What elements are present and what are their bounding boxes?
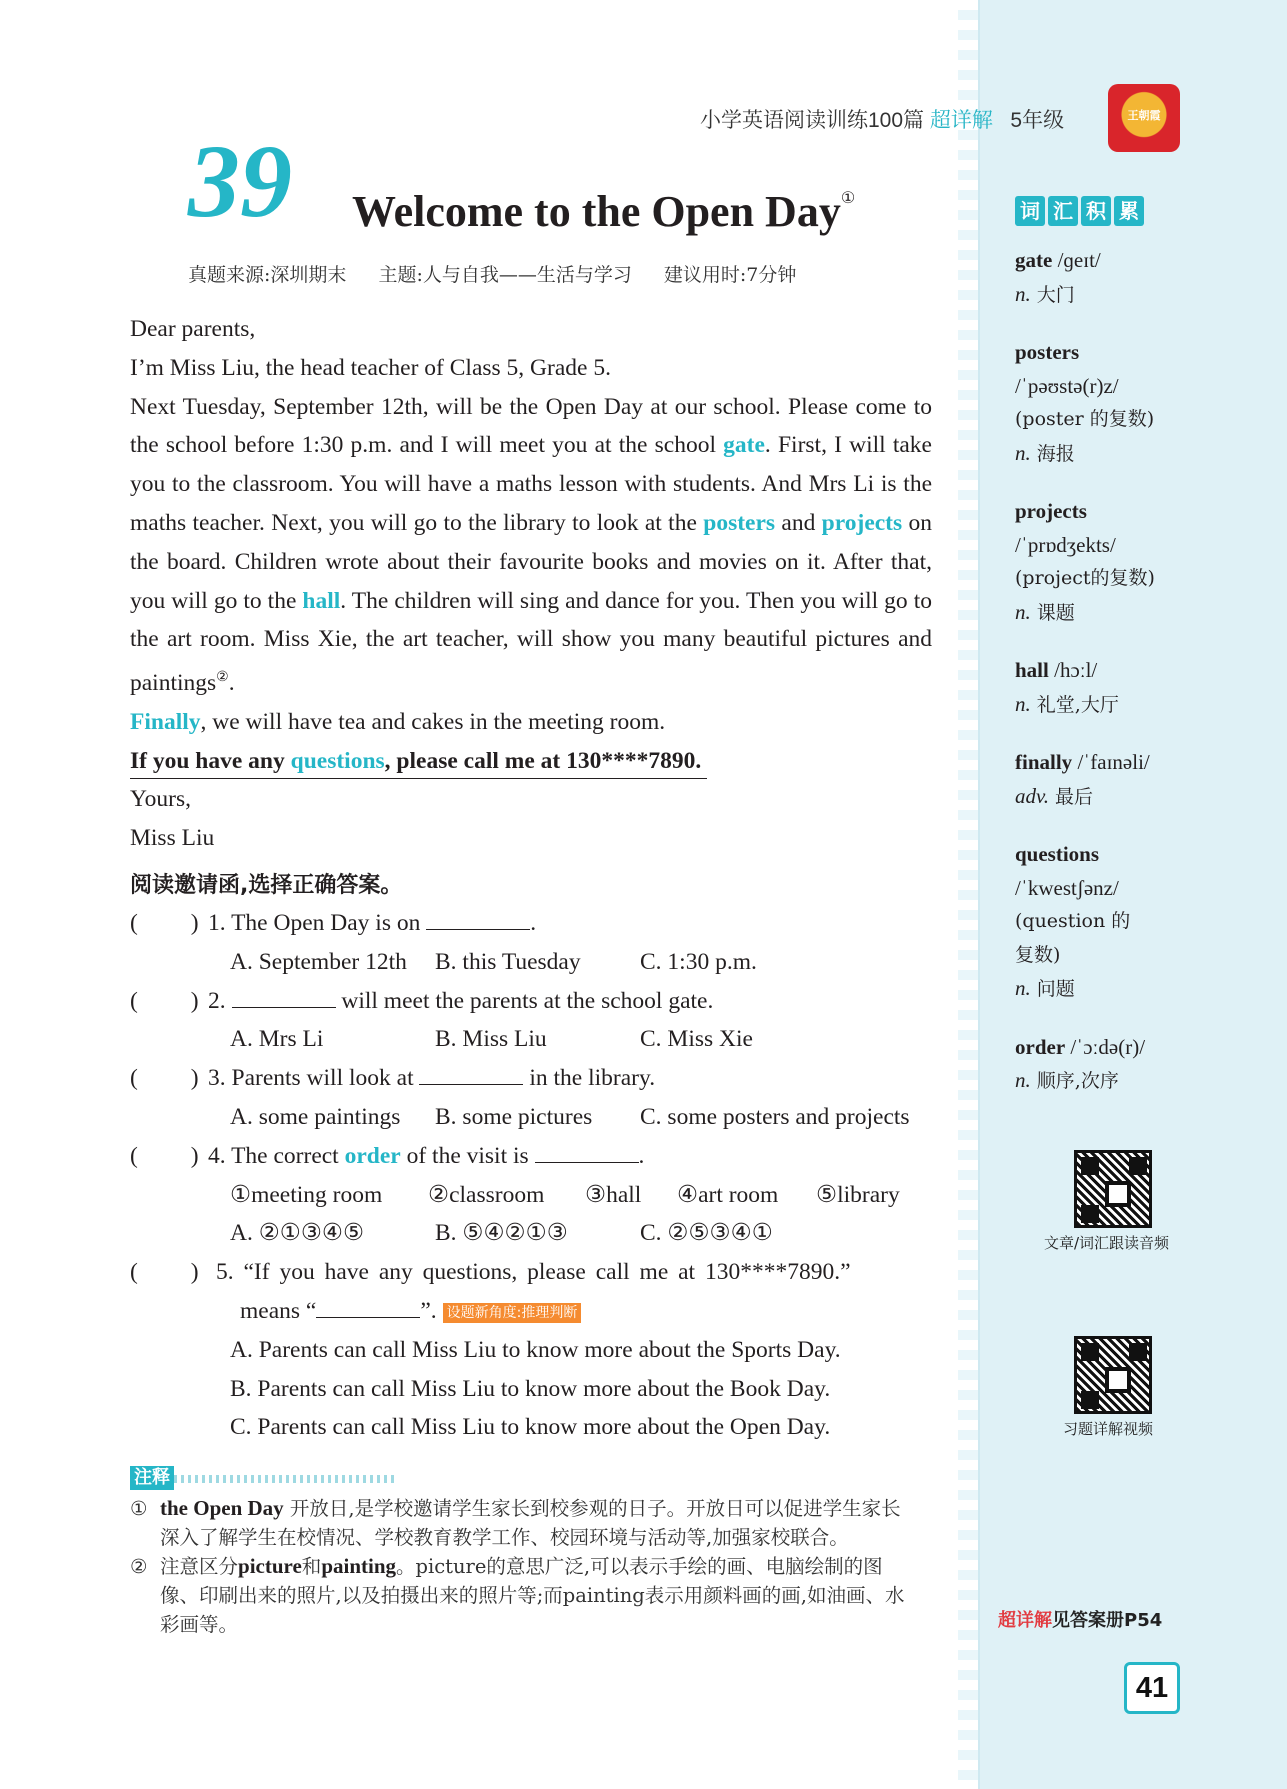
keyword-order: order bbox=[344, 1142, 401, 1169]
q4-place-3: ③hall bbox=[585, 1181, 642, 1208]
q1-option-b[interactable]: B. this Tuesday bbox=[435, 948, 581, 975]
vocab-phonetic: /ˈprɒdʒekts/ bbox=[1015, 532, 1116, 557]
vocab-phonetic: /hɔːl/ bbox=[1048, 658, 1098, 682]
vocab-plural-note: (poster 的复数) bbox=[1015, 408, 1155, 430]
q3-option-c[interactable]: C. some posters and projects bbox=[640, 1103, 910, 1130]
q1-stem: 1. The Open Day is on bbox=[208, 910, 421, 936]
q4-option-a[interactable]: A. ②①③④⑤ bbox=[230, 1220, 365, 1247]
question-5-option-a-row bbox=[130, 1331, 940, 1370]
paren-close: ) bbox=[190, 1142, 199, 1169]
paragraph-2 bbox=[130, 388, 932, 703]
answer-slot-3[interactable] bbox=[130, 1059, 199, 1098]
audio-qr-code-icon[interactable] bbox=[1074, 1150, 1152, 1228]
vocab-phonetic: /ˈpəʊstə(r)z/ bbox=[1015, 373, 1119, 398]
p2-text-f: . bbox=[228, 670, 235, 696]
q4-stem-b: of the visit is bbox=[400, 1142, 529, 1169]
question-3-options bbox=[130, 1098, 940, 1137]
q5-blank bbox=[316, 1294, 420, 1318]
note-1-term: the Open Day bbox=[160, 1496, 284, 1520]
q1-end: . bbox=[530, 910, 537, 936]
q2-option-b[interactable]: B. Miss Liu bbox=[435, 1026, 547, 1053]
q3-option-a[interactable]: A. some paintings bbox=[230, 1103, 401, 1130]
vocab-definition: 问题 bbox=[1030, 978, 1075, 1000]
question-5-means bbox=[130, 1292, 940, 1331]
vocab-pos: n. bbox=[1015, 691, 1031, 716]
vocab-heading-char-4: 累 bbox=[1114, 196, 1144, 226]
sidebar-wave-border bbox=[958, 0, 980, 1789]
question-4-text bbox=[208, 1137, 644, 1176]
answer-reference bbox=[998, 1606, 1162, 1632]
p2-text-b: . First, I will take you to the classroom. You will have a maths lesson with students. And Mrs Li is the maths teacher. Next, you will go to the library to look at the bbox=[130, 432, 932, 536]
question-1-options bbox=[130, 943, 940, 982]
paren-open: ( bbox=[130, 910, 138, 936]
vocab-item-projects bbox=[1015, 495, 1275, 630]
notes-label: 注释 bbox=[130, 1466, 174, 1490]
vocab-item-order bbox=[1015, 1031, 1275, 1099]
keyword-gate: gate bbox=[723, 432, 765, 459]
paragraph-4 bbox=[130, 742, 932, 781]
vocab-pos: n. bbox=[1015, 1068, 1031, 1092]
p4-text-a: If you have any bbox=[130, 747, 291, 774]
q1-blank bbox=[426, 906, 530, 930]
lesson-time: 建议用时:7分钟 bbox=[663, 264, 797, 286]
question-5 bbox=[130, 1253, 940, 1292]
vocab-pos: n. bbox=[1015, 440, 1031, 465]
p3-text: , we will have tea and cakes in the meeting room. bbox=[200, 708, 666, 735]
underlined-sentence bbox=[130, 744, 707, 779]
vocab-word: gate bbox=[1015, 248, 1053, 272]
keyword-finally: Finally bbox=[130, 708, 201, 735]
answer-slot-4[interactable] bbox=[130, 1137, 199, 1176]
vocab-heading-char-3: 积 bbox=[1081, 196, 1111, 226]
lesson-title bbox=[352, 186, 855, 237]
lesson-number: 39 bbox=[188, 124, 292, 239]
p2-text-a: Next Tuesday, September 12th, will be the Open Day at our school. Please come to the school before 1:30 p.m. and I will meet you at the school bbox=[130, 393, 932, 459]
note-2-term-1: picture bbox=[238, 1554, 302, 1578]
question-4-places bbox=[130, 1176, 940, 1215]
vocab-definition: 海报 bbox=[1030, 442, 1075, 465]
q4-end: . bbox=[638, 1142, 645, 1169]
lesson-theme: 主题:人与自我——生活与学习 bbox=[378, 264, 632, 286]
vocab-definition: 课题 bbox=[1030, 601, 1075, 624]
vocab-word: finally bbox=[1015, 750, 1073, 774]
video-qr-label: 习题详解视频 bbox=[1063, 1420, 1154, 1438]
vocab-item-gate bbox=[1015, 244, 1275, 312]
vocab-item-posters bbox=[1015, 336, 1275, 471]
note-2-pre: 注意区分 bbox=[160, 1555, 239, 1578]
questions-list bbox=[130, 904, 940, 1447]
vocab-phonetic: /ˈkwestʃənz/ bbox=[1015, 875, 1119, 900]
q3-option-b[interactable]: B. some pictures bbox=[435, 1103, 593, 1130]
vocab-word: posters bbox=[1015, 340, 1080, 364]
signature: Miss Liu bbox=[130, 825, 215, 852]
vocab-item-questions bbox=[1015, 838, 1275, 1007]
note-2-term-2: painting bbox=[321, 1554, 397, 1578]
question-tag-badge: 设题新角度:推理判断 bbox=[443, 1303, 582, 1323]
question-1 bbox=[130, 904, 940, 943]
book-header bbox=[700, 104, 1064, 134]
q2-num: 2. bbox=[208, 987, 226, 1014]
p2-text-c: and bbox=[775, 509, 822, 536]
note-2 bbox=[130, 1552, 918, 1639]
paren-open: ( bbox=[130, 1259, 138, 1286]
q1-option-c[interactable]: C. 1:30 p.m. bbox=[640, 948, 757, 975]
q5-means-b: ”. bbox=[420, 1297, 437, 1324]
vocab-plural-note-2: 复数) bbox=[1015, 943, 1061, 966]
note-1-text: 开放日,是学校邀请学生家长到校参观的日子。开放日可以促进学生家长深入了解学生在校情况、学校教育教学工作、校园环境与活动等,加强家校联合。 bbox=[160, 1497, 901, 1549]
question-4-options bbox=[130, 1214, 940, 1253]
paragraph-1: I’m Miss Liu, the head teacher of Class 5, Grade 5. bbox=[130, 354, 611, 381]
paren-close: ) bbox=[190, 987, 199, 1014]
q2-option-c[interactable]: C. Miss Xie bbox=[640, 1026, 753, 1053]
p2-text-d: on the board. Children wrote about their favourite books and movies on it. After that, you will go to the bbox=[130, 509, 933, 614]
vocab-word: projects bbox=[1015, 499, 1087, 523]
lesson-meta bbox=[188, 260, 822, 287]
q4-option-c[interactable]: C. ②⑤③④① bbox=[640, 1220, 773, 1247]
logo-text: 王朝霞 bbox=[1127, 109, 1161, 122]
vocab-definition: 顺序,次序 bbox=[1030, 1070, 1119, 1092]
q4-blank bbox=[535, 1139, 639, 1163]
q3-end: in the library. bbox=[529, 1065, 656, 1092]
vocab-item-finally bbox=[1015, 746, 1275, 814]
vocab-item-hall bbox=[1015, 654, 1275, 722]
vocab-phonetic: /ˈfaɪnəli/ bbox=[1072, 750, 1150, 774]
title-note-mark: ① bbox=[840, 190, 856, 207]
lesson-title-text: Welcome to the Open Day bbox=[352, 187, 841, 236]
q5-option-c[interactable]: C. Parents can call Miss Liu to know more about the Open Day. bbox=[230, 1414, 831, 1441]
question-5-option-b-row bbox=[130, 1370, 940, 1409]
vocab-definition: 礼堂,大厅 bbox=[1030, 693, 1119, 716]
q5-option-b[interactable]: B. Parents can call Miss Liu to know more about the Book Day. bbox=[230, 1375, 831, 1402]
notes-heading bbox=[130, 1466, 396, 1490]
vocab-definition: 最后 bbox=[1049, 785, 1094, 808]
vocab-word: order bbox=[1015, 1034, 1066, 1059]
questions-heading: 阅读邀请函,选择正确答案。 bbox=[130, 873, 403, 898]
vocab-definition: 大门 bbox=[1030, 283, 1075, 306]
q4-place-1: ①meeting room bbox=[230, 1181, 383, 1208]
q3-stem: 3. Parents will look at bbox=[208, 1065, 414, 1092]
q4-option-b[interactable]: B. ⑤④②①③ bbox=[435, 1220, 568, 1247]
lesson-source: 真题来源:深圳期末 bbox=[188, 264, 347, 286]
q2-blank bbox=[232, 984, 336, 1008]
note-1 bbox=[130, 1494, 918, 1552]
note-1-number: ① bbox=[130, 1497, 148, 1520]
q4-place-5: ⑤library bbox=[816, 1181, 900, 1208]
page-number: 41 bbox=[1124, 1662, 1180, 1714]
answer-ref-text: 见答案册 bbox=[1052, 1610, 1124, 1631]
vocab-pos: n. bbox=[1015, 599, 1031, 624]
edition-label: 超详解 bbox=[929, 109, 993, 132]
question-2 bbox=[130, 982, 940, 1021]
q5-means bbox=[240, 1292, 581, 1331]
publisher-logo-icon bbox=[1108, 84, 1180, 152]
keyword-hall: hall bbox=[302, 587, 341, 614]
vocab-heading-char-2: 汇 bbox=[1048, 196, 1078, 226]
question-5-option-c-row bbox=[130, 1408, 940, 1447]
question-4 bbox=[130, 1137, 940, 1176]
vocab-pos: adv. bbox=[1015, 783, 1050, 808]
notes-divider bbox=[174, 1475, 396, 1483]
paren-open: ( bbox=[130, 1065, 138, 1092]
question-3 bbox=[130, 1059, 940, 1098]
paren-open: ( bbox=[130, 987, 138, 1014]
q5-means-a: means “ bbox=[240, 1297, 317, 1324]
vocab-word: hall bbox=[1015, 658, 1049, 682]
paren-open: ( bbox=[130, 1142, 138, 1169]
note-2-text: 。picture的意思广泛,可以表示手绘的画、电脑绘制的图像、印刷出来的照片,以及拍摄出来的照片等;而painting表示用颜料画的画,如油画、水彩画等。 bbox=[160, 1555, 905, 1636]
question-3-text bbox=[208, 1059, 655, 1098]
answer-ref-edition: 超详解 bbox=[998, 1610, 1052, 1631]
keyword-questions: questions bbox=[290, 747, 385, 774]
closing: Yours, bbox=[130, 786, 191, 813]
paren-close: ) bbox=[190, 910, 199, 936]
q1-option-a[interactable]: A. September 12th bbox=[230, 948, 407, 975]
reading-passage bbox=[130, 310, 932, 858]
q5-option-a[interactable]: A. Parents can call Miss Liu to know more about the Sports Day. bbox=[230, 1336, 841, 1363]
vocab-phonetic: /ɡeɪt/ bbox=[1052, 248, 1101, 272]
note-2-mark: ② bbox=[216, 670, 229, 686]
answer-slot-5[interactable] bbox=[130, 1253, 199, 1292]
answer-ref-page: P54 bbox=[1124, 1610, 1163, 1631]
book-title: 小学英语阅读训练100篇 bbox=[700, 109, 925, 132]
q4-place-2: ②classroom bbox=[428, 1181, 545, 1208]
q2-option-a[interactable]: A. Mrs Li bbox=[230, 1026, 324, 1053]
vocab-list bbox=[1015, 244, 1275, 1123]
q4-stem-a: 4. The correct bbox=[208, 1142, 345, 1169]
note-2-number: ② bbox=[130, 1555, 148, 1578]
keyword-projects: projects bbox=[821, 509, 903, 536]
question-2-options bbox=[130, 1020, 940, 1059]
q4-place-4: ④art room bbox=[677, 1181, 779, 1208]
question-1-text bbox=[208, 904, 536, 943]
question-2-text bbox=[208, 982, 713, 1021]
greeting: Dear parents, bbox=[130, 316, 256, 342]
paragraph-3 bbox=[130, 703, 932, 742]
vocab-heading bbox=[1015, 196, 1147, 226]
notes-section bbox=[130, 1494, 918, 1639]
vocab-plural-note: (project的复数) bbox=[1015, 567, 1155, 589]
vocab-plural-note: (question 的 bbox=[1015, 910, 1131, 932]
question-5-text: 5. “If you have any questions, please call me at 130****7890.” bbox=[216, 1259, 851, 1286]
q2-stem: will meet the parents at the school gate. bbox=[341, 987, 714, 1014]
paren-close: ) bbox=[190, 1259, 199, 1286]
vocab-phonetic: /ˈɔːdə(r)/ bbox=[1065, 1034, 1146, 1059]
p4-text-b: , please call me at 130****7890. bbox=[384, 747, 702, 774]
p2-text-e: . The children will sing and dance for you. Then you will go to the art room. Miss Xie, the art teacher, will show you many beautiful pictures and paintings bbox=[130, 587, 932, 696]
vocab-heading-char-1: 词 bbox=[1015, 196, 1045, 226]
answer-slot-1[interactable] bbox=[130, 904, 199, 943]
keyword-posters: posters bbox=[703, 509, 776, 536]
grade-label: 5年级 bbox=[1010, 109, 1065, 132]
answer-slot-2[interactable] bbox=[130, 982, 199, 1021]
vocab-word: questions bbox=[1015, 842, 1100, 866]
q3-blank bbox=[419, 1061, 523, 1085]
paren-close: ) bbox=[190, 1065, 199, 1092]
vocab-pos: n. bbox=[1015, 976, 1031, 1000]
audio-qr-label: 文章/词汇跟读音频 bbox=[1044, 1234, 1170, 1252]
video-qr-code-icon[interactable] bbox=[1074, 1336, 1152, 1414]
note-2-mid: 和 bbox=[301, 1555, 322, 1578]
vocab-pos: n. bbox=[1015, 281, 1031, 306]
